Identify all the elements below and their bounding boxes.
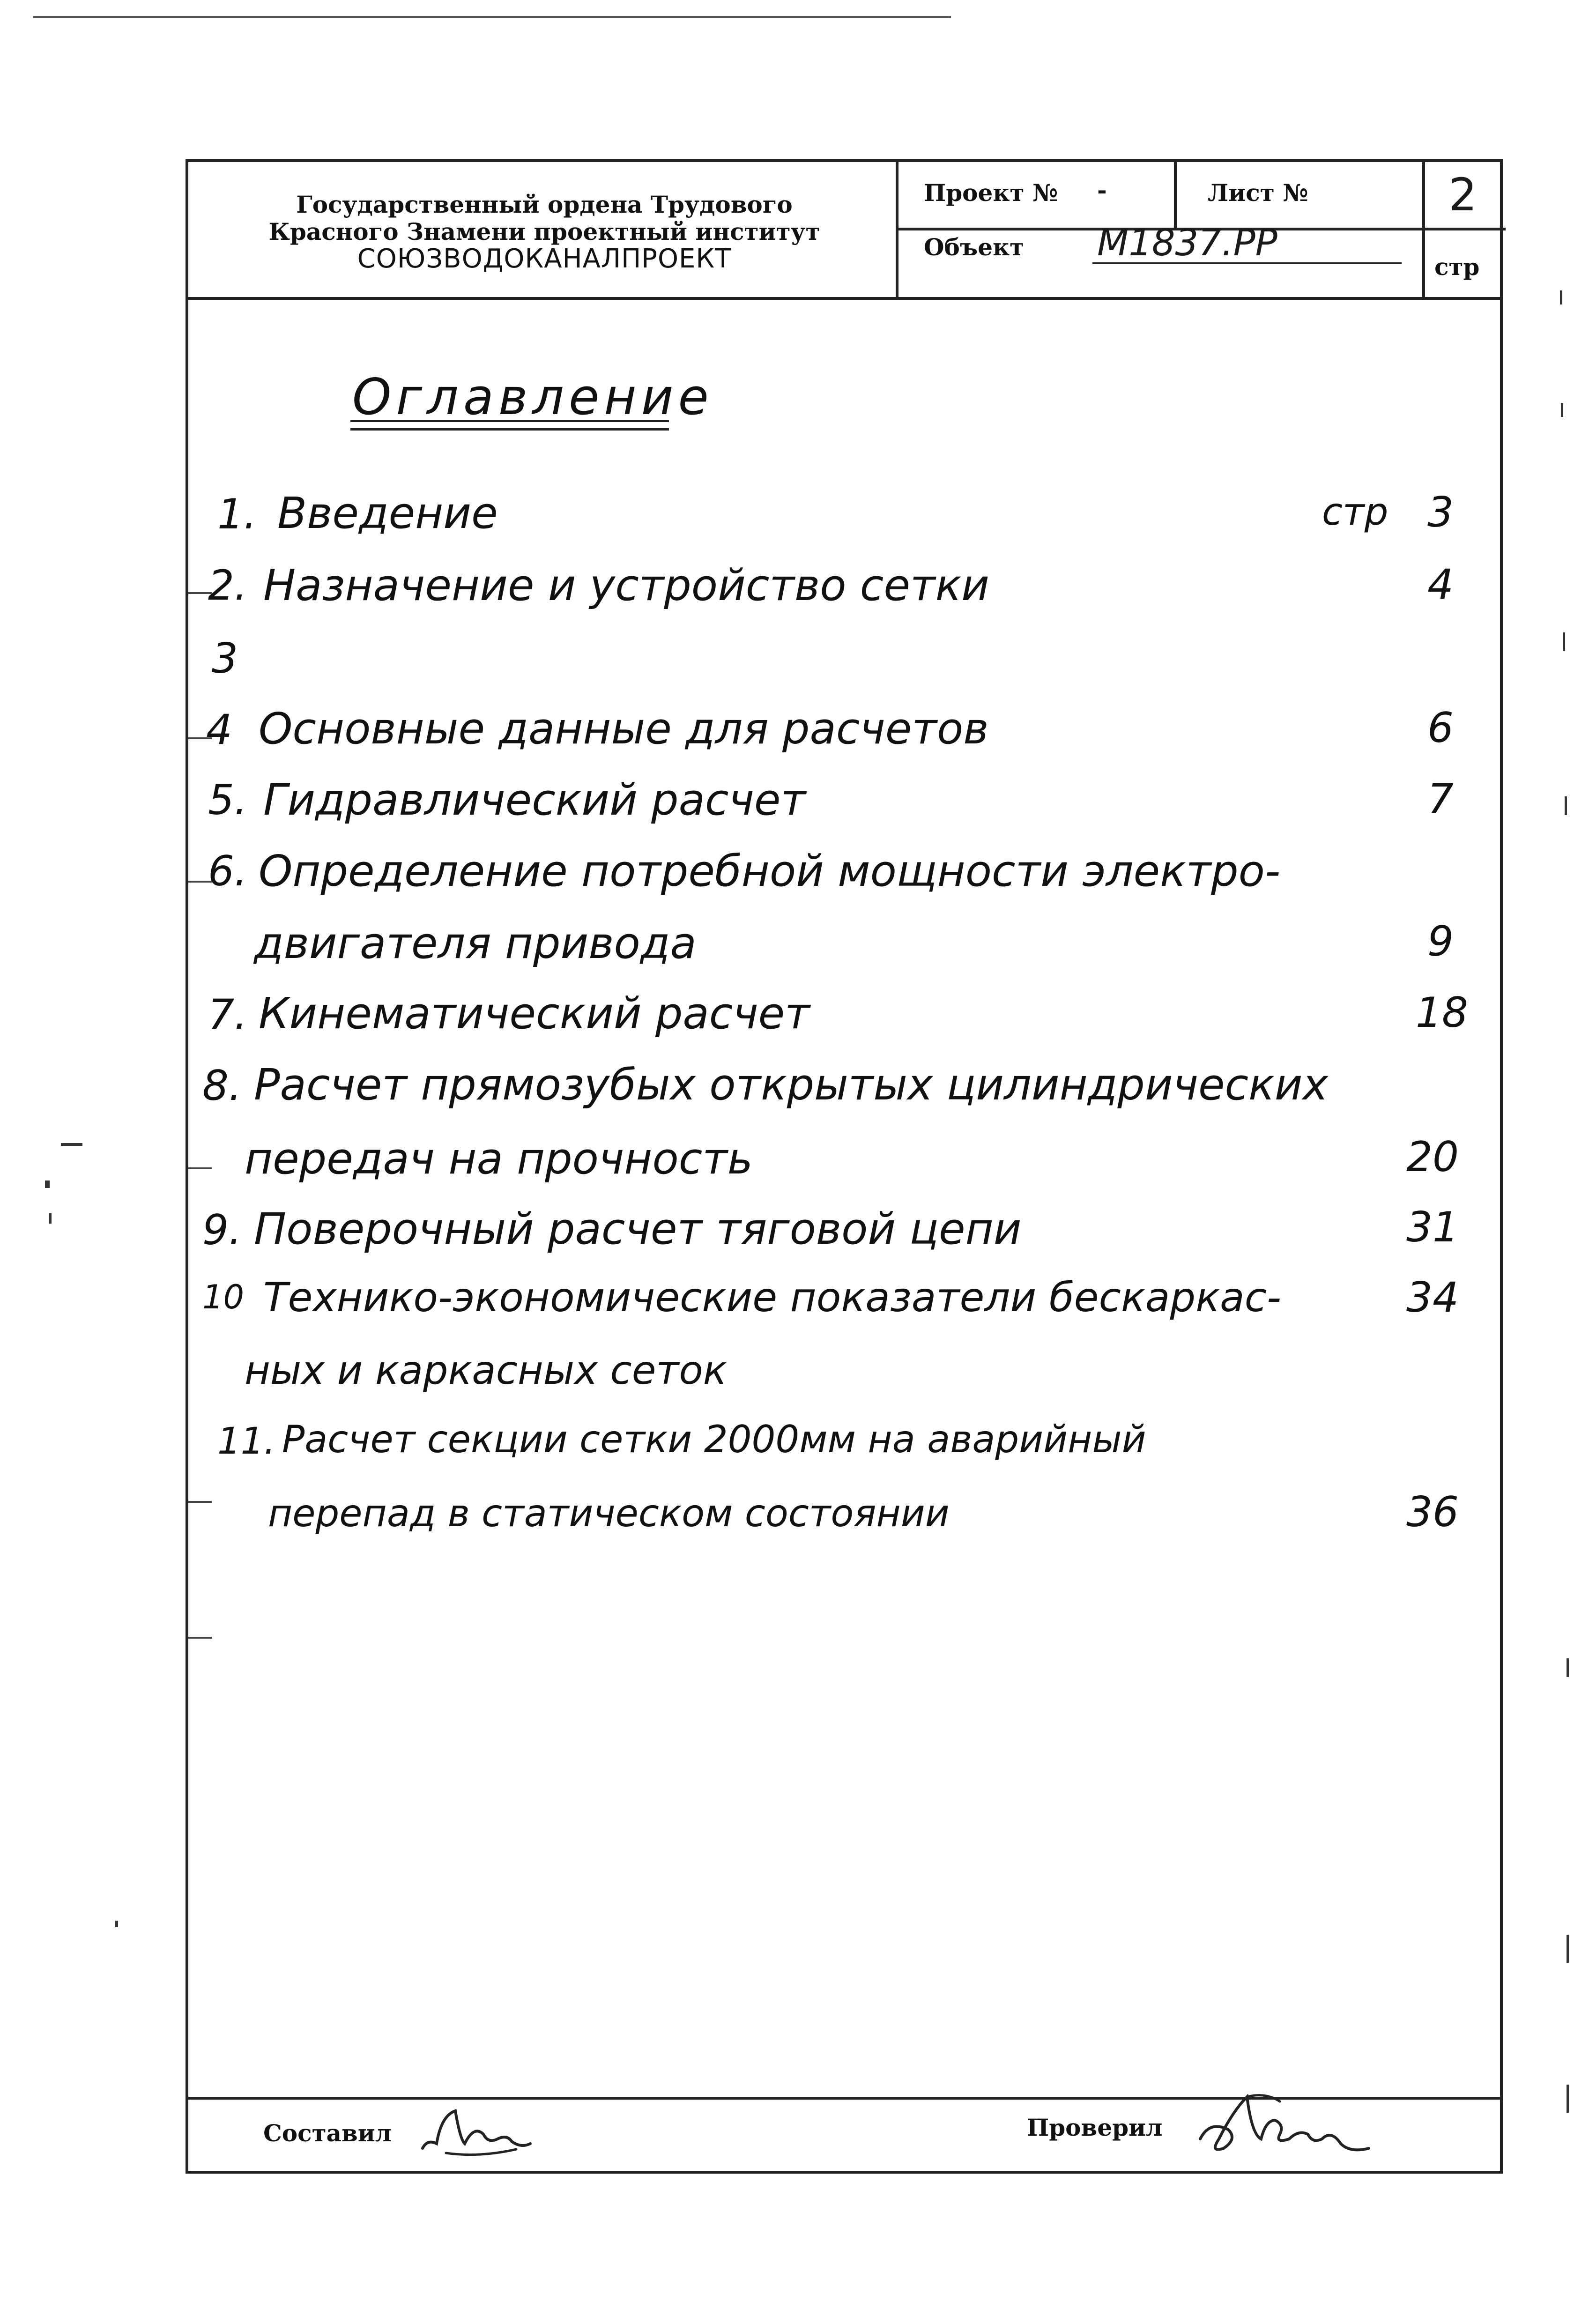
scan-mark	[1567, 2085, 1569, 2113]
scan-mark	[1567, 1935, 1569, 1963]
scan-mark	[1563, 632, 1565, 651]
toc-num: 5.	[208, 776, 247, 824]
header-divider	[188, 297, 1500, 300]
compiler-signature	[418, 2097, 540, 2167]
toc-num: 4	[206, 705, 232, 754]
toc-item: Определение потребной мощности электро-	[259, 846, 1281, 896]
toc-num: 6.	[208, 847, 247, 895]
toc-item: Введение	[277, 488, 498, 538]
toc-item: Кинематический расчет	[259, 988, 810, 1039]
toc-num: 9.	[202, 1206, 242, 1254]
toc-page: 7	[1427, 775, 1454, 823]
scan-mark	[61, 1143, 82, 1146]
margin-tick	[188, 1501, 212, 1503]
pages-label: стр	[1434, 253, 1480, 281]
margin-tick	[188, 737, 212, 739]
sheet-label: Лист №	[1208, 179, 1308, 207]
toc-page: 4	[1427, 560, 1454, 609]
header-divider-2	[1174, 162, 1177, 228]
object-underline	[1092, 262, 1402, 264]
margin-tick	[188, 881, 212, 883]
toc-item: перепад в статическом состоянии	[268, 1492, 950, 1535]
object-value: М1837.РР	[1097, 222, 1277, 264]
toc-page: 6	[1427, 704, 1454, 752]
toc-num: 7.	[208, 990, 247, 1039]
scan-mark	[1565, 796, 1567, 815]
toc-page: 36	[1406, 1488, 1459, 1536]
institute-name	[240, 191, 849, 273]
toc-page: 34	[1406, 1273, 1459, 1322]
toc-num: 11.	[217, 1420, 276, 1463]
scan-mark	[1561, 403, 1563, 417]
project-label: Проект №	[924, 179, 1058, 207]
title-underline-2	[350, 428, 669, 431]
document-sheet	[186, 159, 1503, 2174]
scan-mark	[49, 1213, 52, 1224]
toc-page: 20	[1406, 1133, 1459, 1181]
institute-line-3: СОЮЗВОДОКАНАЛПРОЕКТ	[357, 244, 732, 274]
toc-page: 31	[1406, 1203, 1459, 1251]
top-edge-line	[33, 16, 951, 18]
compiled-label: Составил	[263, 2119, 392, 2147]
toc-item: Поверочный расчет тяговой цепи	[254, 1204, 1022, 1254]
toc-item: Назначение и устройство сетки	[263, 560, 989, 610]
scan-mark	[115, 1921, 118, 1927]
page-column-label: стр	[1322, 490, 1389, 534]
project-value: -	[1097, 176, 1107, 204]
toc-item: двигателя привода	[254, 918, 697, 968]
institute-line-1: Государственный ордена Трудового	[296, 191, 793, 218]
scan-mark	[1567, 1658, 1569, 1677]
toc-page: 18	[1416, 988, 1468, 1037]
scan-mark	[1560, 290, 1562, 304]
page-title: Оглавление	[352, 368, 713, 426]
toc-num: 2.	[208, 561, 247, 609]
checked-label: Проверил	[1027, 2114, 1163, 2141]
toc-num: 3	[212, 634, 238, 683]
sheet-value: 2	[1448, 169, 1478, 221]
scan-mark	[45, 1181, 50, 1188]
toc-item: Расчет секции сетки 2000мм на аварийный	[282, 1418, 1146, 1461]
toc-item: передач на прочность	[245, 1134, 753, 1184]
margin-tick	[188, 1167, 212, 1169]
checker-signature	[1191, 2069, 1388, 2172]
toc-item: Технико-экономические показатели бескаркас-	[263, 1274, 1282, 1321]
object-label: Объект	[924, 233, 1025, 261]
toc-num: 8.	[202, 1062, 242, 1110]
margin-tick	[188, 1637, 212, 1639]
toc-item: Основные данные для расчетов	[259, 704, 989, 754]
toc-item: Расчет прямозубых открытых цилиндрических	[254, 1060, 1328, 1110]
toc-num: 10	[202, 1278, 245, 1316]
toc-page: 3	[1427, 488, 1454, 536]
title-underline	[350, 420, 669, 422]
margin-tick	[188, 592, 212, 594]
toc-num: 1.	[217, 490, 257, 538]
toc-item: Гидравлический расчет	[263, 775, 806, 825]
toc-item: ных и каркасных сеток	[245, 1347, 727, 1393]
institute-line-2: Красного Знамени проектный институт	[268, 218, 820, 245]
toc-page: 9	[1427, 917, 1454, 965]
